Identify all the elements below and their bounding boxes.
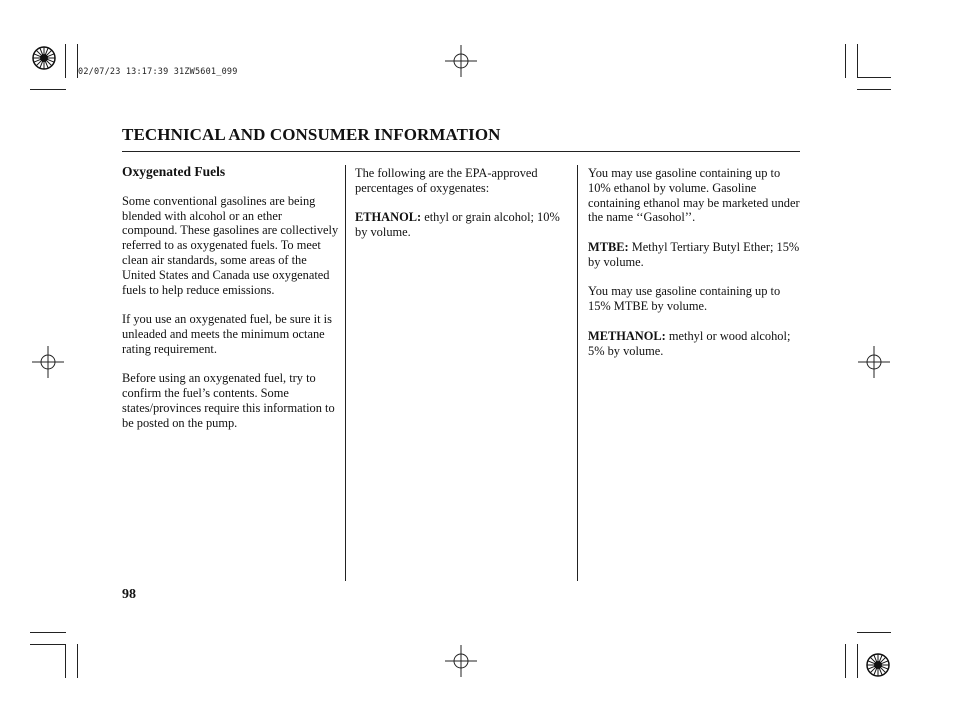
paragraph: You may use gasoline containing up to 15% MTBE by volume. xyxy=(588,284,781,314)
methanol-label: METHANOL: xyxy=(588,328,666,343)
title-rule xyxy=(122,151,800,152)
paragraph: Some conventional gasolines are being blended with alcohol or an ether compound. These gasolines are collectively referred to as oxygenated fuels. To meet clean air standards, some areas of the United States and Canada use oxygenated fuels to help reduce emissions. xyxy=(122,193,339,297)
crop-line xyxy=(65,644,66,678)
crop-line xyxy=(30,632,66,633)
paragraph: Before using an oxygenated fuel, try to confirm the fuel’s contents. Some states/provinces require this information to be posted on the pump. xyxy=(122,371,335,430)
column-3 xyxy=(588,166,800,373)
methanol-text: methyl or wood alcohol; 5% by volume. xyxy=(588,328,791,358)
mtbe-label: MTBE: xyxy=(588,239,629,254)
section-title: Oxygenated Fuels xyxy=(122,164,226,179)
mtbe-text: Methyl Tertiary Butyl Ether; 15% by volume. xyxy=(588,239,800,269)
column-1 xyxy=(122,165,340,445)
crop-line xyxy=(77,644,78,678)
crosshair-icon xyxy=(444,44,478,78)
column-2 xyxy=(355,166,571,255)
crop-line xyxy=(857,89,891,90)
paragraph: If you use an oxygenated fuel, be sure it is unleaded and meets the minimum octane rating requirement. xyxy=(122,312,332,356)
crop-line xyxy=(845,644,846,678)
ethanol-text: ethyl or grain alcohol; 10% by volume. xyxy=(355,210,560,240)
crosshair-icon xyxy=(444,644,478,678)
ethanol-label: ETHANOL: xyxy=(355,210,422,225)
mtbe-entry xyxy=(588,240,800,270)
crop-line xyxy=(30,644,66,645)
crop-line xyxy=(857,44,858,78)
crosshair-icon xyxy=(857,345,891,379)
registration-target-icon xyxy=(864,651,892,679)
page-title: TECHNICAL AND CONSUMER INFORMATION xyxy=(122,125,501,144)
page-number: 98 xyxy=(122,587,136,602)
crop-line xyxy=(857,77,891,78)
crop-line xyxy=(857,644,858,678)
paragraph: You may use gasoline containing up to 10% ethanol by volume. Gasoline containing ethanol may be marketed under the name ‘‘Gasohol’’. xyxy=(588,166,800,225)
paragraph: The following are the EPA-approved percentages of oxygenates: xyxy=(355,166,538,195)
print-stamp: 02/07/23 13:17:39 31ZW5601_099 xyxy=(78,67,238,77)
crosshair-icon xyxy=(31,345,65,379)
crop-line xyxy=(857,632,891,633)
column-divider xyxy=(345,165,346,581)
crop-line xyxy=(845,44,846,78)
column-divider xyxy=(577,165,578,581)
crop-line xyxy=(65,44,66,78)
crop-line xyxy=(30,89,66,90)
registration-target-icon xyxy=(30,44,58,72)
methanol-entry xyxy=(588,329,800,359)
ethanol-entry xyxy=(355,210,571,240)
